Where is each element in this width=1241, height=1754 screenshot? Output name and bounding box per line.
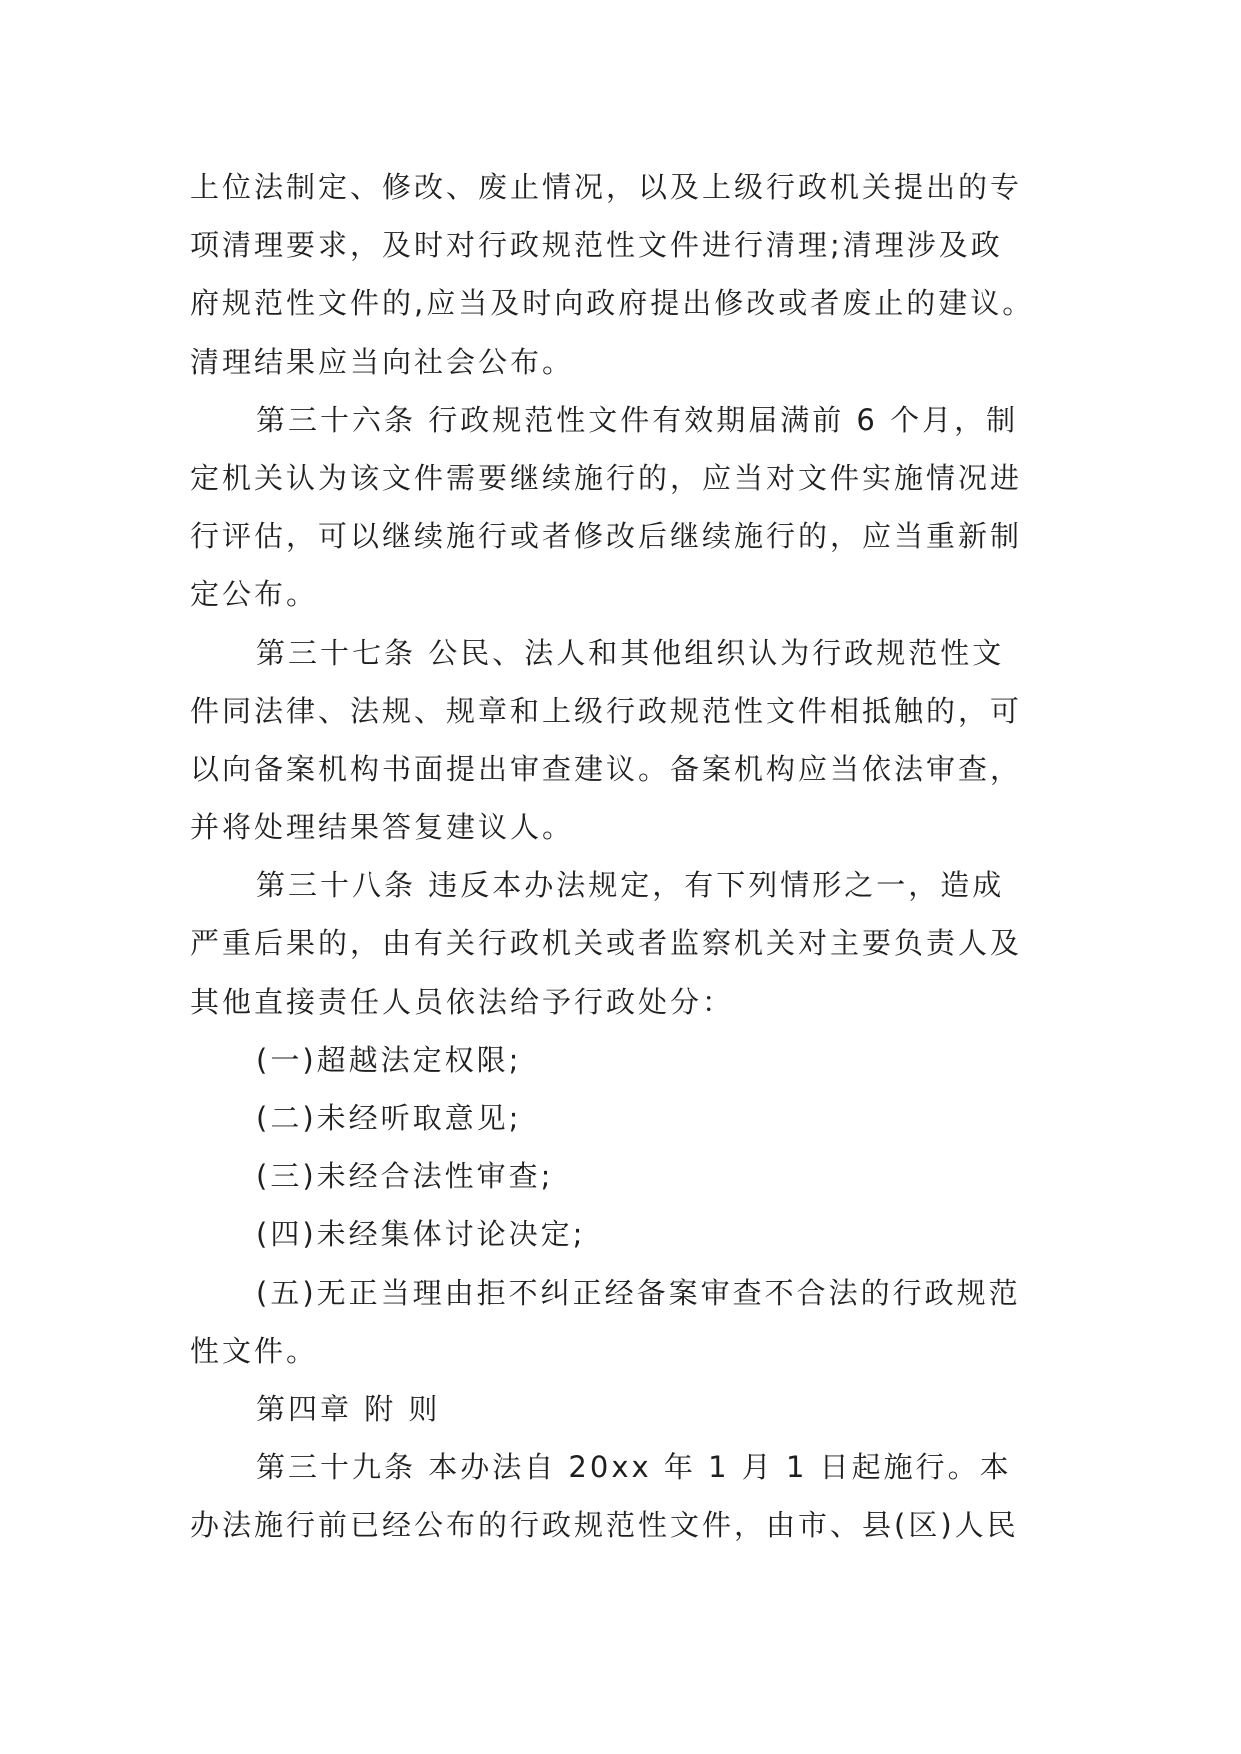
text-line: 性文件。	[190, 1333, 319, 1368]
text-line: 定机关认为该文件需要继续施行的，应当对文件实施情况进	[190, 460, 1023, 495]
document-body	[190, 158, 1080, 1555]
text-line: 严重后果的，由有关行政机关或者监察机关对主要负责人及	[190, 926, 1023, 961]
list-item: (一)超越法定权限;	[256, 1042, 522, 1077]
article-39-heading-line: 第三十九条 本办法自 20xx 年 1 月 1 日起施行。本	[256, 1450, 1012, 1485]
text-line: 件同法律、法规、规章和上级行政规范性文件相抵触的，可	[190, 693, 1023, 728]
text-line: 以向备案机构书面提出审查建议。备案机构应当依法审查，	[190, 751, 1023, 786]
text-line: 府规范性文件的,应当及时向政府提出修改或者废止的建议。	[190, 286, 1035, 321]
text-line: 并将处理结果答复建议人。	[190, 810, 575, 845]
article-36-heading-line: 第三十六条 行政规范性文件有效期届满前 6 个月，制	[256, 402, 1019, 437]
text-line: 项清理要求，及时对行政规范性文件进行清理;清理涉及政	[190, 228, 1003, 263]
article-38-heading-line: 第三十八条 违反本办法规定，有下列情形之一，造成	[256, 868, 1005, 903]
text-line: 上位法制定、修改、废止情况，以及上级行政机关提出的专	[190, 170, 1023, 204]
text-line: 定公布。	[190, 577, 319, 612]
list-item: (二)未经听取意见;	[256, 1101, 522, 1135]
chapter-heading: 第四章 附 则	[256, 1391, 441, 1426]
text-line: 清理结果应当向社会公布。	[190, 344, 575, 379]
text-line: 行评估，可以继续施行或者修改后继续施行的，应当重新制	[190, 519, 1023, 554]
text-line: 办法施行前已经公布的行政规范性文件，由市、县(区)人民	[190, 1508, 1019, 1543]
list-item: (四)未经集体讨论决定;	[256, 1217, 586, 1252]
list-item: (五)无正当理由拒不纠正经备案审查不合法的行政规范	[256, 1275, 1021, 1310]
list-item: (三)未经合法性审查;	[256, 1159, 554, 1194]
article-37-heading-line: 第三十七条 公民、法人和其他组织认为行政规范性文	[256, 635, 1005, 670]
text-line: 其他直接责任人员依法给予行政处分：	[190, 984, 735, 1019]
